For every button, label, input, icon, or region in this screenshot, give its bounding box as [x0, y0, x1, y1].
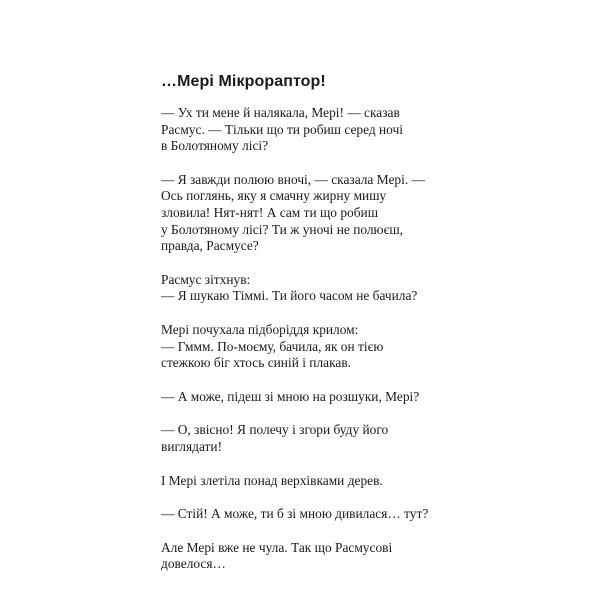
page-content: [161, 72, 461, 590]
text-line: — О, звісно! Я полечу і згори буду його: [161, 422, 389, 438]
text-line: Расмус зітхнув:: [161, 271, 251, 287]
text-line: довелося…: [161, 556, 226, 572]
paragraph: [161, 473, 461, 490]
paragraph: [161, 172, 461, 255]
text-line: — Ух ти мене й налякала, Мері! — сказав: [161, 105, 400, 120]
text-line: — Я шукаю Тіммі. Ти його часом не бачила?: [161, 288, 418, 304]
paragraph: [161, 322, 461, 372]
text-line: — Гммм. По-моєму, бачила, як он тією: [161, 338, 384, 354]
text-line: у Болотяному лісі? Ти ж уночі не полюєш,: [161, 221, 403, 237]
chapter-title: …Мері Мікрораптор!: [161, 73, 326, 90]
text-line: — А може, підеш зі мною на розшуки, Мері?: [161, 388, 420, 404]
paragraph: [161, 105, 461, 155]
paragraph: [161, 422, 461, 455]
text-line: зловила! Нят-нят! А сам ти що робиш: [161, 204, 379, 220]
paragraph: [161, 272, 461, 305]
text-line: Але Мері вже не чула. Так що Расмусові: [161, 539, 393, 555]
text-line: — Я завжди полюю вночі, — сказала Мері. —: [161, 171, 425, 187]
text-line: Расмус. — Тільки що ти робиш серед ночі: [161, 121, 403, 137]
text-line: стежкою біг хтось синій і плакав.: [161, 355, 351, 371]
text-line: виглядати!: [161, 438, 223, 454]
text-line: — Стій! А може, ти б зі мною дивилася… тут?: [161, 506, 429, 522]
story-text: [161, 105, 461, 573]
text-line: Мері почухала підборіддя крилом:: [161, 321, 359, 337]
paragraph: [161, 389, 461, 406]
text-line: І Мері злетіла понад верхівками дерев.: [161, 472, 383, 488]
text-line: в Болотяному лісі?: [161, 138, 269, 154]
text-line: правда, Расмусе?: [161, 238, 259, 254]
paragraph: [161, 506, 461, 523]
text-line: Ось поглянь, яку я смачну жирну мишу: [161, 188, 387, 204]
paragraph: [161, 540, 461, 573]
